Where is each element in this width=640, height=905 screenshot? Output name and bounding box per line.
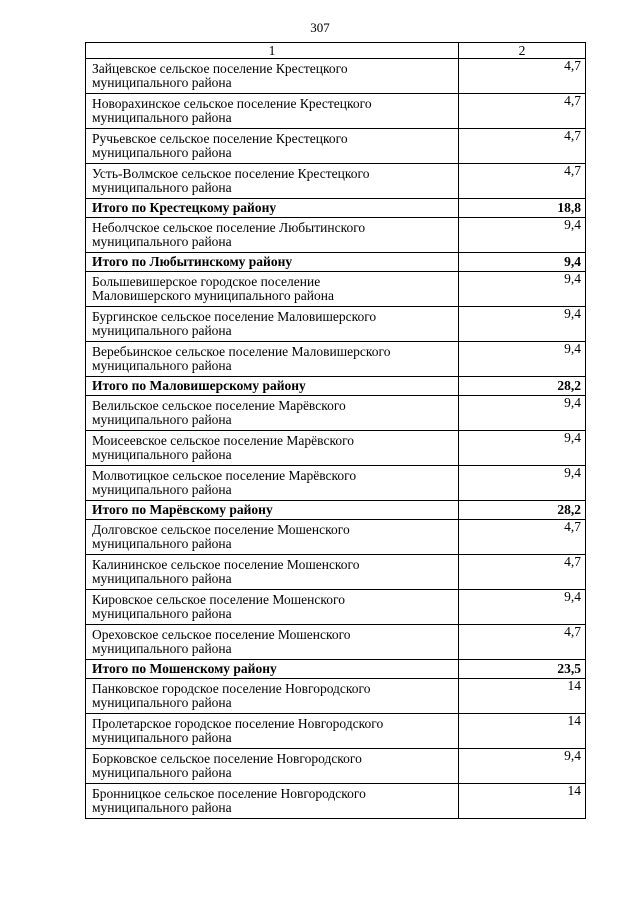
total-row bbox=[86, 199, 586, 218]
table-row bbox=[86, 466, 586, 501]
table-row bbox=[86, 396, 586, 431]
settlement-value: 9,4 bbox=[459, 431, 586, 466]
settlement-value: 9,4 bbox=[459, 307, 586, 342]
total-row bbox=[86, 253, 586, 272]
settlement-name: Веребьинское сельское поселение Маловишерского муниципального района bbox=[86, 342, 459, 377]
column-header-2: 2 bbox=[459, 43, 586, 59]
total-row bbox=[86, 377, 586, 396]
total-label: Итого по Любытинскому району bbox=[86, 253, 459, 272]
table-row bbox=[86, 342, 586, 377]
table-row bbox=[86, 714, 586, 749]
table-row bbox=[86, 590, 586, 625]
total-label: Итого по Марёвскому району bbox=[86, 501, 459, 520]
table-header-row bbox=[86, 43, 586, 59]
settlement-name: Велильское сельское поселение Марёвского муниципального района bbox=[86, 396, 459, 431]
settlement-name: Борковское сельское поселение Новгородского муниципального района bbox=[86, 749, 459, 784]
table-row bbox=[86, 625, 586, 660]
settlement-name: Молвотицкое сельское поселение Марёвского муниципального района bbox=[86, 466, 459, 501]
table-row bbox=[86, 218, 586, 253]
table-row bbox=[86, 431, 586, 466]
settlement-name: Зайцевское сельское поселение Крестецкого муниципального района bbox=[86, 59, 459, 94]
table-row bbox=[86, 94, 586, 129]
total-label: Итого по Мошенскому району bbox=[86, 660, 459, 679]
total-value: 28,2 bbox=[459, 501, 586, 520]
table-row bbox=[86, 272, 586, 307]
settlement-value: 9,4 bbox=[459, 749, 586, 784]
settlement-value: 9,4 bbox=[459, 396, 586, 431]
settlement-name: Новорахинское сельское поселение Крестецкого муниципального района bbox=[86, 94, 459, 129]
total-row bbox=[86, 501, 586, 520]
settlement-name: Ореховское сельское поселение Мошенского муниципального района bbox=[86, 625, 459, 660]
settlement-value: 4,7 bbox=[459, 520, 586, 555]
table-row bbox=[86, 749, 586, 784]
settlement-value: 14 bbox=[459, 679, 586, 714]
page-number: 307 bbox=[310, 20, 330, 35]
table-row bbox=[86, 129, 586, 164]
settlement-value: 4,7 bbox=[459, 164, 586, 199]
settlement-name: Долговское сельское поселение Мошенского муниципального района bbox=[86, 520, 459, 555]
column-header-1: 1 bbox=[86, 43, 459, 59]
settlement-value: 4,7 bbox=[459, 129, 586, 164]
settlement-name: Пролетарское городское поселение Новгородского муниципального района bbox=[86, 714, 459, 749]
settlement-value: 9,4 bbox=[459, 272, 586, 307]
settlement-value: 9,4 bbox=[459, 218, 586, 253]
settlement-name: Бургинское сельское поселение Маловишерского муниципального района bbox=[86, 307, 459, 342]
settlement-name: Бронницкое сельское поселение Новгородского муниципального района bbox=[86, 784, 459, 819]
total-value: 18,8 bbox=[459, 199, 586, 218]
total-value: 23,5 bbox=[459, 660, 586, 679]
settlement-name: Кировское сельское поселение Мошенского муниципального района bbox=[86, 590, 459, 625]
settlement-value: 4,7 bbox=[459, 555, 586, 590]
table-row bbox=[86, 520, 586, 555]
settlement-name: Неболчское сельское поселение Любытинского муниципального района bbox=[86, 218, 459, 253]
table-row bbox=[86, 307, 586, 342]
settlement-name: Большевишерское городское поселение Маловишерского муниципального района bbox=[86, 272, 459, 307]
settlement-value: 9,4 bbox=[459, 590, 586, 625]
settlement-value: 9,4 bbox=[459, 466, 586, 501]
table-body bbox=[86, 59, 586, 819]
total-row bbox=[86, 660, 586, 679]
settlement-value: 14 bbox=[459, 714, 586, 749]
table-row bbox=[86, 784, 586, 819]
settlement-value: 9,4 bbox=[459, 342, 586, 377]
settlement-value: 14 bbox=[459, 784, 586, 819]
settlement-name: Калининское сельское поселение Мошенского муниципального района bbox=[86, 555, 459, 590]
settlement-value: 4,7 bbox=[459, 94, 586, 129]
table-row bbox=[86, 679, 586, 714]
settlement-value: 4,7 bbox=[459, 59, 586, 94]
table-row bbox=[86, 59, 586, 94]
settlement-value: 4,7 bbox=[459, 625, 586, 660]
settlement-name: Панковское городское поселение Новгородского муниципального района bbox=[86, 679, 459, 714]
total-value: 9,4 bbox=[459, 253, 586, 272]
total-value: 28,2 bbox=[459, 377, 586, 396]
settlement-name: Усть-Волмское сельское поселение Крестецкого муниципального района bbox=[86, 164, 459, 199]
total-label: Итого по Маловишерскому району bbox=[86, 377, 459, 396]
allocation-table bbox=[85, 42, 586, 819]
settlement-name: Ручьевское сельское поселение Крестецкого муниципального района bbox=[86, 129, 459, 164]
table-row bbox=[86, 164, 586, 199]
settlement-name: Моисеевское сельское поселение Марёвского муниципального района bbox=[86, 431, 459, 466]
table-row bbox=[86, 555, 586, 590]
total-label: Итого по Крестецкому району bbox=[86, 199, 459, 218]
